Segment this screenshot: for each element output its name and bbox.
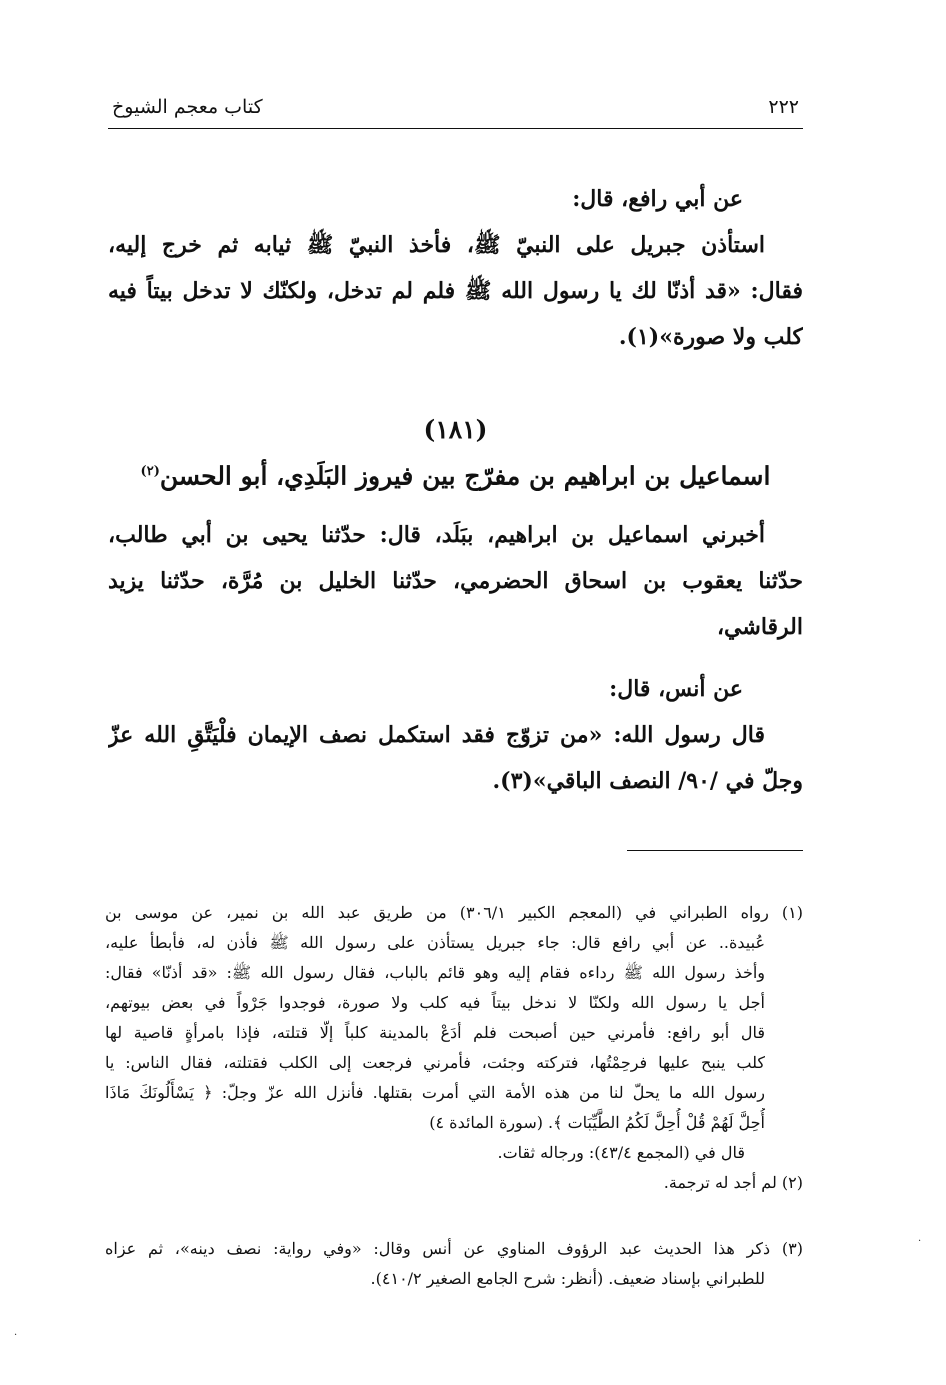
footnote-2 (105, 1168, 803, 1198)
hadith-180 (108, 176, 803, 360)
entry-181-heading (108, 410, 803, 498)
footnote-line: وأخذ رسول الله ﷺ رداءه فقام إليه وهو قائم بالباب، فقال رسول الله ﷺ: «قد أذنّا» فقال: (105, 963, 765, 982)
footnote-line: للطبراني بإسناد ضعيف. (أنظر: شرح الجامع الصغير ٤١٠/٢). (370, 1269, 765, 1288)
footnote-3 (105, 1234, 803, 1294)
running-title: كتاب معجم الشيوخ (112, 96, 263, 118)
footnote-line: قال في (المجمع ٤٣/٤): ورجاله ثقات. (497, 1143, 745, 1162)
entry-title-text: اسماعيل بن ابراهيم بن مفرّج بين فيروز البَلَدِي، أبو الحسن (159, 461, 771, 491)
footnote-line: أُحِلَّ لَهُمْ قُلْ أُحِلَّ لَكُمُ الطَّيِّبَات ﴾. (سورة المائدة ٤) (429, 1113, 765, 1132)
entry-181-isnad (108, 512, 803, 650)
footnote-line: رسول الله ما يحلّ لنا من هذه الأمة التي أمرت بقتلها. فأنزل الله عزّ وجلّ: ﴿ يَسْأَلُونَكَ مَاذَا (105, 1083, 765, 1102)
footnote-line: عُبيدة.. عن أبي رافع قال: جاء جبريل يستأذن على رسول الله ﷺ فأذن له، فأبطأ عليه، (105, 933, 765, 952)
footnote-line: كلب ينبح عليها فرحِمْتُها، فتركته وجئت، فأمرني فرجعت إلى الكلب فقتلته، فقال الناس: يا (105, 1053, 765, 1072)
isnad-line: أخبرني اسماعيل بن ابراهيم، ببَلَد، قال: حدّثنا يحيى بن أبي طالب، (108, 522, 765, 548)
footnote-line: قال أبو رافع: فأمرني حين أصبحت فلم أدَعْ بالمدينة كلباً إلّا قتلته، فإذا بامرأةٍ قاصية لها (105, 1023, 766, 1042)
entry-title (108, 450, 803, 498)
isnad-line: الرقاشي، (716, 614, 803, 640)
entry-181-matn (108, 666, 803, 804)
scan-speck: · (14, 1330, 18, 1341)
page-number: ٢٢٢ (768, 96, 799, 118)
footnote-ref: (٢) (140, 464, 160, 479)
isnad-line: حدّثنا يعقوب بن اسحاق الحضرمي، حدّثنا الخليل بن مُرَّة، حدّثنا يزيد (108, 568, 803, 594)
footnote-line: أجل يا رسول الله ولكنّا لا ندخل بيتاً فيه كلب ولا صورة، فوجدوا جَرْواً في بعض بيوتهم، (105, 993, 765, 1012)
matn-line: عن أنس، قال: (609, 676, 743, 702)
page-header (108, 90, 803, 129)
footnote-line: (٣) ذكر هذا الحديث عبد الرؤوف المناوي عن أنس وقال: «وفي رواية: نصف دينه»، ثم عزاه (105, 1239, 803, 1258)
hadith-line: استأذن جبريل على النبيّ ﷺ، فأخذ النبيّ ﷺ ثيابه ثم خرج إليه، (108, 232, 765, 258)
footnote-line: (٢) لم أجد له ترجمة. (663, 1173, 803, 1192)
scan-speck: · (918, 1236, 922, 1247)
hadith-line: عن أبي رافع، قال: (572, 186, 743, 212)
matn-line: وجلّ في /٩٠/ النصف الباقي»(٣). (492, 768, 803, 794)
hadith-line: فقال: «قد أذنّا لك يا رسول الله ﷺ فلم لم تدخل، ولكنّك لا تدخل بيتاً فيه (108, 278, 803, 304)
hadith-line: كلب ولا صورة»(١). (618, 324, 803, 350)
matn-line: قال رسول الله: «من تزوّج فقد استكمل نصف الإيمان فلْيَتَّقِ الله عزّ (108, 722, 765, 748)
footnote-separator (627, 850, 803, 851)
footnote-1 (105, 898, 803, 1168)
entry-number: (١٨١) (423, 415, 488, 444)
footnote-line: (١) رواه الطبراني في (المعجم الكبير ٣٠٦/١) من طريق عبد الله بن نمير، عن موسى بن (105, 903, 803, 922)
